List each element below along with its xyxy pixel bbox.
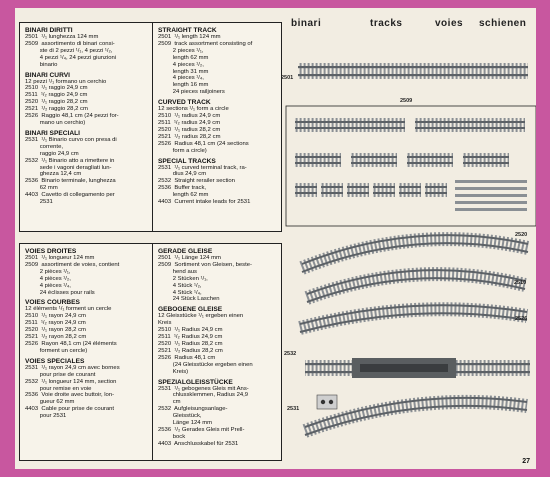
item-line: 2501 ¹/₁ Länge 124 mm (158, 255, 221, 261)
item-line: corrente, (25, 143, 63, 150)
item-line: 12 sections ¹/₁ form a circle (158, 106, 229, 113)
section-title: CURVED TRACK (158, 99, 211, 107)
label-2532: 2532 (284, 351, 297, 357)
catalog-page (15, 8, 536, 469)
section-title: GERADE GLEISE (158, 248, 213, 255)
item-line: 2501 ¹/₁ longueur 124 mm (25, 255, 95, 261)
item-line: chlussklemmen, Radius 24,9 (158, 392, 249, 399)
label-2510: 2510 (514, 280, 527, 286)
item-line: 2510 ¹/₁ rayon 24,9 cm (25, 313, 86, 320)
item-line: 4 pièces ¹/₄, (25, 282, 71, 289)
label-2526: 2526 (515, 316, 528, 322)
curved-track-2520 (302, 235, 528, 272)
item-line: 4 Stück ¹/₄, (158, 289, 202, 296)
item-line: 24 Stück Laschen (158, 296, 220, 303)
item-line: 2511 ¹/₂ raggio 24,9 cm (25, 92, 88, 99)
item-line: 4 pezzi ¹/₄, 24 pezzi giunzioni (25, 54, 117, 61)
header-word-german: schienen (479, 18, 527, 29)
item-line: 2511 ¹/₂ radius 24,9 cm (158, 119, 221, 126)
item-line: 2509 assortimento di binari consi- (25, 40, 115, 47)
item-line: gueur 62 mm (25, 399, 75, 406)
header-word-italian: binari (291, 18, 322, 29)
rail-joiners (455, 180, 527, 211)
item-line: 2520 ¹/₁ radius 28,2 cm (158, 126, 221, 133)
item-line: pour remise en voie (25, 385, 92, 392)
item-line: binario (25, 61, 58, 68)
item-line: form a circle) (158, 147, 207, 154)
item-line: 2531 ¹/₁ curved terminal track, ra- (158, 164, 247, 171)
section-title: SPECIAL TRACKS (158, 157, 216, 165)
item-line: 12 Gleisstücke ¹/₁ ergeben einen (158, 313, 244, 320)
item-line: (24 Gleisstücke ergeben einen (158, 361, 253, 368)
terminal-clamp-icon (317, 395, 337, 409)
label-2520: 2520 (515, 232, 528, 238)
item-line: length 62 mm (158, 192, 209, 199)
item-line: 2531 ¹/₁ Binario curvo con presa di (25, 136, 117, 143)
item-line: 2532 ¹/₁ Binario atto a rimettere in (25, 157, 115, 164)
item-line: raggio 24,9 cm (25, 150, 79, 157)
item-line: 24 éclisses pour rails (25, 289, 95, 296)
item-line: ghezza 12,4 cm (25, 171, 82, 178)
section-title: VOIES DROITES (25, 248, 77, 255)
curved-track-2526 (300, 305, 527, 332)
item-line: 2501 ¹/₁ lunghezza 124 mm (25, 34, 99, 40)
item-line: 2509 assortiment de voies, contient (25, 261, 120, 268)
item-line: Gleisstück, (158, 413, 202, 420)
section-title: VOIES SPECIALES (25, 357, 85, 365)
item-line: pour 2531 (25, 413, 67, 420)
item-line: Länge 124 mm (158, 420, 213, 427)
item-line: 2531 ¹/₁ gebogenes Gleis mit Ans- (158, 385, 249, 392)
item-line: 2520 ¹/₁ raggio 28,2 cm (25, 99, 88, 106)
item-line: 2520 ¹/₁ rayon 28,2 cm (25, 327, 86, 334)
item-line: 2521 ¹/₂ Radius 28,2 cm (158, 347, 223, 354)
item-line: 4 pieces ¹/₂, (158, 61, 204, 68)
item-line: 2510 ¹/₁ radius 24,9 cm (158, 113, 221, 120)
header-word-english: tracks (370, 18, 403, 29)
item-line: pour prise de courant (25, 371, 96, 378)
item-line: 2520 ¹/₁ Radius 28,2 cm (158, 340, 223, 347)
item-line: 2511 ¹/₂ rayon 24,9 cm (25, 320, 86, 327)
item-line: 2532 ¹/₁ longueur 124 mm, section (25, 378, 117, 385)
item-line: length 16 mm (158, 82, 209, 89)
item-line: 2511 ¹/₂ Radius 24,9 cm (158, 334, 223, 341)
item-line: 2510 ¹/₁ Radius 24,9 cm (158, 327, 223, 334)
item-line: ste di 2 pezzi ¹/₁, 4 pezzi ¹/₂, (25, 47, 113, 54)
curved-track-2510 (307, 270, 525, 302)
item-line: 12 éléments ¹/₁ forment un cercle (25, 306, 112, 313)
section-title: VOIES COURBES (25, 299, 80, 307)
item-line: Kreis) (158, 368, 189, 375)
item-line: hend aus (158, 268, 197, 275)
item-line: 4 Stück ¹/₂, (158, 282, 202, 289)
item-line: 2536 Binario terminale, lunghezza (25, 178, 116, 185)
curved-terminal-track-2531 (305, 398, 527, 435)
item-line: 2536 Buffer track, (158, 185, 207, 192)
item-line: 2531 (25, 199, 53, 206)
item-line: 2 Stücken ¹/₁, (158, 275, 208, 282)
label-2531: 2531 (287, 406, 300, 412)
track-illustrations (15, 8, 536, 469)
item-line: 4403 Current intake leads for 2531 (158, 199, 251, 206)
item-line: length 31 mm (158, 68, 209, 75)
item-line: forment un cercle) (25, 347, 88, 354)
item-line: bock (158, 433, 186, 440)
item-line: 4403 Cable pour prise de courant (25, 406, 115, 413)
item-line: dius 24,9 cm (158, 171, 207, 178)
section-title: BINARI CURVI (25, 71, 70, 79)
item-line: 2532 Aufgleisungsanlage- (158, 406, 228, 413)
section-title: SPEZIALGLEISSTÜCKE (158, 378, 233, 386)
item-line: 2 pièces ¹/₁, (25, 268, 71, 275)
item-line: 2536 Voie droite avec buttoir, lon- (25, 392, 115, 399)
item-line: cm (158, 399, 181, 406)
item-line: 62 mm (25, 185, 58, 192)
item-line: 12 pezzi ¹/₁ formano un cerchio (25, 78, 107, 85)
item-line: length 62 mm (158, 54, 209, 61)
item-line: 2521 ¹/₂ raggio 28,2 cm (25, 106, 88, 113)
item-line: 2526 Rayon 48,1 cm (24 éléments (25, 340, 117, 347)
item-line: 4403 Cavetto di collegamento per (25, 192, 115, 199)
item-line: 2532 Straight rerailer section (158, 178, 235, 185)
track-assortment-2509 (295, 118, 527, 211)
item-line: Kreis (158, 320, 172, 327)
item-line: 24 pieces railjoiners (158, 89, 225, 96)
straight-track-2501 (298, 63, 528, 79)
item-line: 2536 ¹/₂ Gerades Gleis mit Prell- (158, 426, 245, 433)
label-2501: 2501 (281, 75, 294, 81)
item-line: 2531 ¹/₁ rayon 24,9 cm avec bornes (25, 364, 120, 371)
item-line: 2521 ¹/₂ radius 28,2 cm (158, 133, 221, 140)
item-line: 2526 Raggio 48,1 cm (24 pezzi for- (25, 113, 119, 120)
item-line: 2510 ¹/₁ raggio 24,9 cm (25, 85, 88, 92)
item-line: 2526 Radius 48,1 cm (24 sections (158, 140, 249, 147)
item-line: 2509 track assortment consisting of (158, 40, 253, 47)
item-line: 2 pieces ¹/₁, (158, 47, 204, 54)
section-title: BINARI SPECIALI (25, 129, 80, 137)
page-number: 27 (522, 458, 530, 465)
rerailer-track-2532 (305, 358, 530, 378)
item-line: 2501 ¹/₁ length 124 mm (158, 34, 221, 40)
item-line: 2509 Sortiment von Gleisen, beste- (158, 261, 252, 268)
item-line: 4 pieces ¹/₄, (158, 75, 204, 82)
item-line: 2521 ¹/₂ rayon 28,2 cm (25, 334, 87, 341)
item-line: sede i vagoni deragliati lun- (25, 164, 112, 171)
section-title: GEBOGENE GLEISE (158, 306, 223, 314)
label-2509: 2509 (400, 98, 413, 104)
header-word-french: voies (435, 18, 464, 29)
item-line: mano un cerchio) (25, 119, 86, 126)
item-line: 4 pièces ¹/₂, (25, 275, 71, 282)
section-title: BINARI DIRITTI (25, 27, 73, 34)
section-title: STRAIGHT TRACK (158, 27, 217, 34)
item-line: 4403 Anschlusskabel für 2531 (158, 440, 239, 447)
item-line: 2526 Radius 48,1 cm (158, 354, 216, 361)
